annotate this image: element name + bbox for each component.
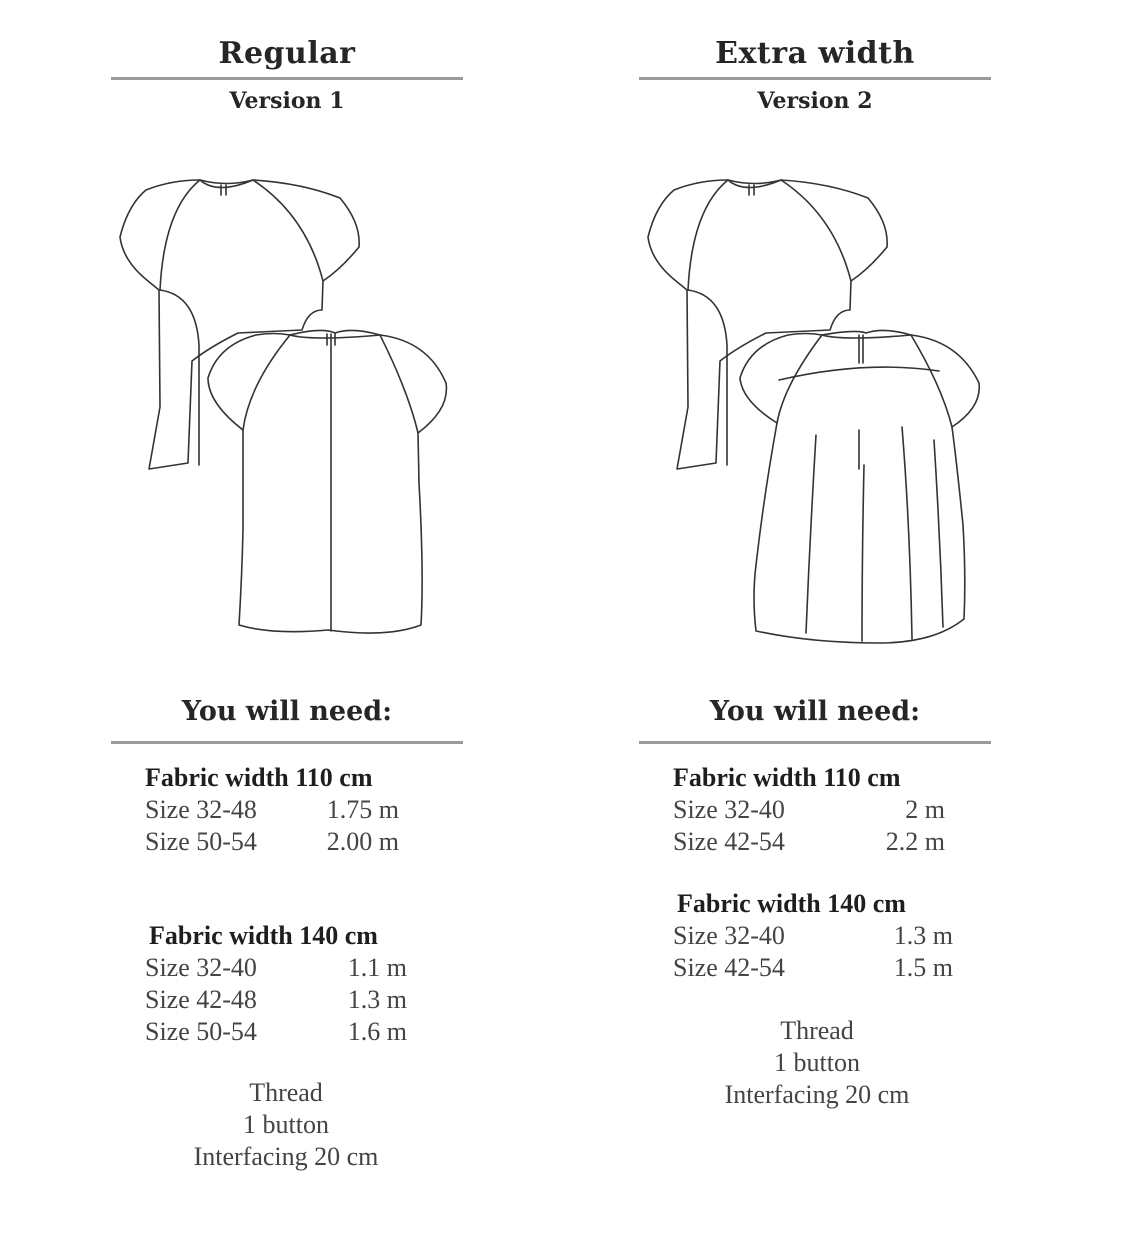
size-amount: 1.6 m <box>347 1017 407 1046</box>
version-2-subtitle: Version 2 <box>757 88 873 114</box>
size-row <box>673 794 973 826</box>
size-amount: 1.1 m <box>347 953 407 982</box>
fabric-width-heading: Fabric width 140 cm <box>677 889 906 918</box>
notion-item: 1 button <box>774 1048 860 1077</box>
size-amount: 1.75 m <box>326 795 399 824</box>
fabric-width-140-block <box>673 888 977 984</box>
fabric-width-110-block <box>673 762 973 858</box>
notion-item: Interfacing 20 cm <box>724 1080 910 1109</box>
size-row <box>673 920 977 952</box>
size-label: Size 50-54 <box>145 1017 257 1046</box>
version-1-garment-illustration <box>106 165 468 650</box>
size-row <box>145 826 445 858</box>
fabric-width-110-block <box>145 762 445 858</box>
size-amount: 1.5 m <box>893 953 953 982</box>
size-label: Size 42-54 <box>673 953 785 982</box>
back-view-drawing <box>740 330 979 643</box>
size-row <box>145 984 449 1016</box>
size-amount: 1.3 m <box>893 921 953 950</box>
need-divider <box>111 741 463 744</box>
notion-item: Interfacing 20 cm <box>193 1142 379 1171</box>
notion-item: 1 button <box>243 1110 329 1139</box>
version-2-garment-illustration <box>634 165 996 650</box>
size-label: Size 32-40 <box>673 921 785 950</box>
size-row <box>145 1016 449 1048</box>
you-will-need-heading: You will need: <box>181 696 393 727</box>
version-1-title: Regular <box>218 36 356 71</box>
version-2-title: Extra width <box>715 36 915 71</box>
size-row <box>145 952 449 984</box>
size-label: Size 42-48 <box>145 985 257 1014</box>
size-amount: 2.2 m <box>885 827 945 856</box>
fabric-width-heading: Fabric width 140 cm <box>149 921 378 950</box>
size-row <box>673 826 973 858</box>
size-label: Size 32-40 <box>673 795 785 824</box>
size-amount: 2 m <box>905 795 945 824</box>
size-row <box>145 794 445 826</box>
size-amount: 1.3 m <box>347 985 407 1014</box>
notion-item: Thread <box>780 1016 854 1045</box>
fabric-width-140-block <box>145 920 449 1048</box>
notion-item: Thread <box>249 1078 323 1107</box>
need-divider <box>639 741 991 744</box>
size-label: Size 50-54 <box>145 827 257 856</box>
fabric-width-heading: Fabric width 110 cm <box>145 763 373 792</box>
version-1-subtitle: Version 1 <box>229 88 345 114</box>
you-will-need-heading: You will need: <box>709 696 921 727</box>
size-row <box>673 952 977 984</box>
size-amount: 2.00 m <box>326 827 399 856</box>
notions-list <box>641 1015 993 1111</box>
title-divider <box>639 77 991 80</box>
size-label: Size 42-54 <box>673 827 785 856</box>
title-divider <box>111 77 463 80</box>
back-view-drawing <box>208 330 446 633</box>
notions-list <box>110 1077 462 1173</box>
fabric-width-heading: Fabric width 110 cm <box>673 763 901 792</box>
size-label: Size 32-40 <box>145 953 257 982</box>
size-label: Size 32-48 <box>145 795 257 824</box>
